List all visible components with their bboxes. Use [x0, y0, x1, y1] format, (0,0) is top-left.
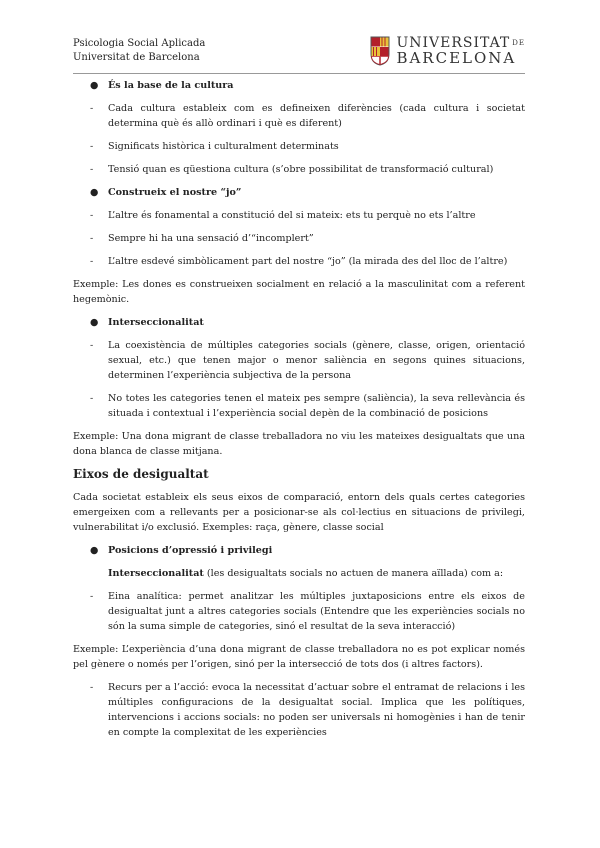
logo-line2: BARCELONA — [396, 49, 517, 67]
logo-wordmark — [396, 36, 525, 66]
dash-item: - L’altre és fonamental a constitució del si mateix: ets tu perquè no ets l’altre — [90, 210, 476, 221]
logo-line1: UNIVERSITAT — [396, 35, 511, 51]
dash-item: - La coexistència de múltiples categories socials (gènere, classe, origen, orientació sexual, etc.) que tenen major o menor saliència en segons quines situacions, determinen l’experiència subjectiva de la persona — [90, 340, 525, 381]
dash-item: - Recurs per a l’acció: evoca la necessitat d’actuar sobre el entramat de relacions i les múltiples configuracions de la desigualtat social. Implica que les polítiques, intervencions i accions socials: no poden ser universals ni homogènies i han de tenir en compte la complexitat de les experiències — [90, 682, 525, 738]
indented-paragraph: Interseccionalitat (les desigualtats socials no actuen de manera aïllada) com a: — [108, 568, 504, 579]
example-paragraph: Exemple: Les dones es construeixen socialment en relació a la masculinitat com a referent hegemònic. — [73, 279, 525, 305]
header-course-title: Psicologia Social Aplicada — [73, 38, 206, 49]
example-paragraph: Exemple: Una dona migrant de classe treballadora no viu les mateixes desigualtats que una dona blanca de classe mitjana. — [73, 431, 525, 457]
dash-item: - Significats històrica i culturalment determinats — [90, 141, 339, 152]
document-body — [73, 78, 525, 748]
logo-de: DE — [512, 39, 525, 47]
dash-item: - Tensió quan es qüestiona cultura (s’obre possibilitat de transformació cultural) — [90, 164, 494, 175]
example-paragraph: Exemple: L’experiència d’una dona migrant de classe treballadora no es pot explicar només pel gènere o només per l’origen, sinó per la intersecció de tots dos (i altres factors). — [73, 644, 525, 670]
header-course-info — [73, 37, 205, 65]
university-logo — [370, 34, 525, 68]
bullet-item: ● Interseccionalitat — [90, 317, 204, 328]
bullet-item: ● Posicions d’opressió i privilegi — [90, 545, 273, 556]
dash-item: - No totes les categories tenen el mateix pes sempre (saliència), la seva rellevància és situada i contextual i l’experiència social depèn de la combinació de posicions — [90, 393, 525, 419]
page-header — [73, 34, 525, 74]
header-divider — [73, 73, 525, 74]
dash-item: - Sempre hi ha una sensació d’“incomplert” — [90, 233, 314, 244]
dash-item: - Eina analítica: permet analitzar les múltiples juxtaposicions entre els eixos de desigualtat junt a altres categories socials (Entendre que les experiències socials no són la suma simple de categories, sinó el resultat de la seva interacció) — [90, 591, 525, 632]
bullet-item: ● Construeix el nostre “jo” — [90, 187, 242, 198]
header-university: Universitat de Barcelona — [73, 52, 200, 63]
dash-item: - Cada cultura estableix com es defineixen diferències (cada cultura i societat determina què és allò ordinari i què es diferent) — [90, 103, 525, 129]
shield-icon — [370, 36, 390, 66]
section-heading: Eixos de desigualtat — [73, 467, 209, 481]
dash-item: - L’altre esdevé simbòlicament part del nostre “jo” (la mirada des del lloc de l’altre) — [90, 256, 508, 267]
bullet-item: ● És la base de la cultura — [90, 80, 234, 91]
intro-paragraph: Cada societat estableix els seus eixos de comparació, entorn dels quals certes categories emergeixen com a rellevants per a posicionar-se als col·lectius en situacions de privilegi, vulnerabilitat i/o exclusió. Exemples: raça, gènere, classe social — [73, 492, 525, 533]
